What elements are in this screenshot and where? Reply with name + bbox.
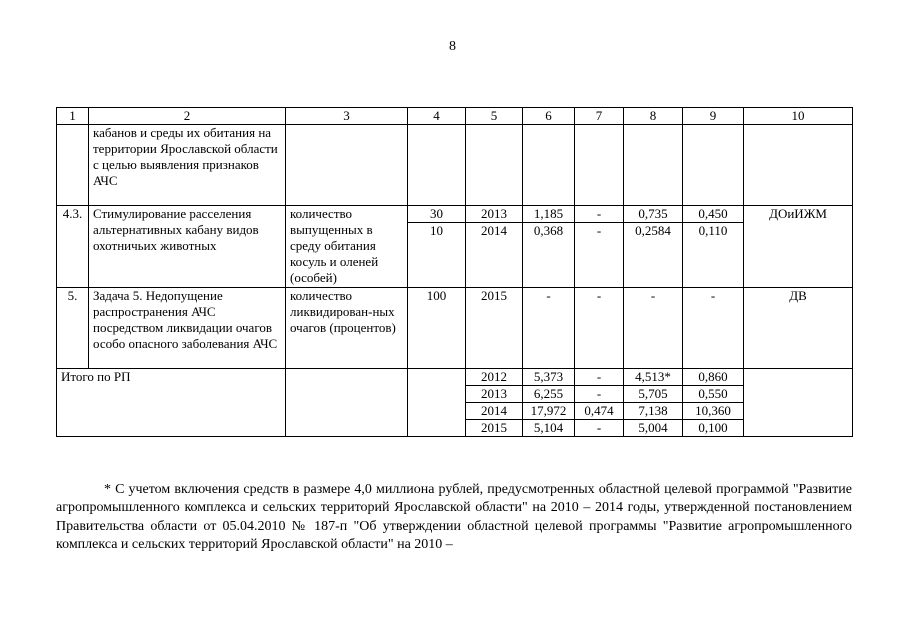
cell-c7: - <box>575 386 624 403</box>
cell-num: 4.3. <box>57 206 89 288</box>
cell-c8: 5,004 <box>624 420 683 437</box>
cell-year: 2014 <box>466 403 523 420</box>
cell-c9: 0,550 <box>683 386 744 403</box>
footnote-text: * С учетом включения средств в размере 4,0 миллиона рублей, предусмотренных областной целевой программой "Развитие агропромышленного комплекса и сельских территорий Ярославской области" на 2010 – 2014 годы, утвержденной постановлением Правительства области от 05.04.2010 № 187-п "Об утверждении областной целевой программы "Развитие агропромышленного комплекса и сельских территорий Ярославской области" на 2010 – <box>56 482 852 553</box>
header-cell: 2 <box>89 108 286 125</box>
cell-year: 2014 <box>466 223 523 288</box>
cell-year: 2012 <box>466 369 523 386</box>
cell-executor <box>744 125 853 206</box>
footnote <box>56 481 852 555</box>
cell-num: 5. <box>57 288 89 369</box>
cell-c7: - <box>575 206 624 223</box>
cell-c8: 5,705 <box>624 386 683 403</box>
cell-c6: 6,255 <box>523 386 575 403</box>
cell-c9: 0,860 <box>683 369 744 386</box>
cell-target: 30 <box>408 206 466 223</box>
cell-c8: - <box>624 288 683 369</box>
cell-c6: 5,373 <box>523 369 575 386</box>
cell-year: 2015 <box>466 288 523 369</box>
cell-indicator <box>286 369 408 437</box>
header-cell: 10 <box>744 108 853 125</box>
cell-c6: 1,185 <box>523 206 575 223</box>
cell-desc: Стимулирование расселения альтернативных кабану видов охотничьих животных <box>89 206 286 288</box>
header-cell: 8 <box>624 108 683 125</box>
cell-c7: - <box>575 288 624 369</box>
header-cell: 3 <box>286 108 408 125</box>
page-number: 8 <box>449 39 456 54</box>
cell-c7: - <box>575 420 624 437</box>
cell-indicator <box>286 125 408 206</box>
cell-c7 <box>575 125 624 206</box>
cell-c6: - <box>523 288 575 369</box>
cell-executor: ДОиИЖМ <box>744 206 853 288</box>
cell-c8: 7,138 <box>624 403 683 420</box>
header-cell: 5 <box>466 108 523 125</box>
cell-c9: 0,100 <box>683 420 744 437</box>
cell-c7: 0,474 <box>575 403 624 420</box>
cell-c6: 0,368 <box>523 223 575 288</box>
cell-c8: 0,2584 <box>624 223 683 288</box>
program-table <box>56 107 853 437</box>
header-row <box>57 108 853 125</box>
cell-c7: - <box>575 369 624 386</box>
cell-c8: 4,513* <box>624 369 683 386</box>
cell-c9: 0,450 <box>683 206 744 223</box>
cell-c9: - <box>683 288 744 369</box>
cell-c6 <box>523 125 575 206</box>
cell-executor <box>744 369 853 437</box>
cell-year <box>466 125 523 206</box>
table-row-5 <box>57 288 853 369</box>
cell-c6: 17,972 <box>523 403 575 420</box>
header-cell: 6 <box>523 108 575 125</box>
cell-c9 <box>683 125 744 206</box>
header-cell: 4 <box>408 108 466 125</box>
table-row-4-3 <box>57 206 853 223</box>
cell-executor: ДВ <box>744 288 853 369</box>
totals-label: Итого по РП <box>57 369 286 437</box>
header-cell: 9 <box>683 108 744 125</box>
cell-target: 100 <box>408 288 466 369</box>
cell-target: 10 <box>408 223 466 288</box>
cell-year: 2013 <box>466 206 523 223</box>
cell-c9: 10,360 <box>683 403 744 420</box>
cell-c9: 0,110 <box>683 223 744 288</box>
totals-row-2012 <box>57 369 853 386</box>
header-cell: 1 <box>57 108 89 125</box>
cell-desc: кабанов и среды их обитания на территории Ярославской области с целью выявления признаков АЧС <box>89 125 286 206</box>
cell-desc: Задача 5. Недопущение распространения АЧС посредством ликвидации очагов особо опасного заболевания АЧС <box>89 288 286 369</box>
cell-c8 <box>624 125 683 206</box>
cell-indicator: количество ликвидирован-ных очагов (процентов) <box>286 288 408 369</box>
cell-c6: 5,104 <box>523 420 575 437</box>
cell-c7: - <box>575 223 624 288</box>
cell-num <box>57 125 89 206</box>
cell-year: 2015 <box>466 420 523 437</box>
header-cell: 7 <box>575 108 624 125</box>
cell-indicator: количество выпущенных в среду обитания косуль и оленей (особей) <box>286 206 408 288</box>
cell-c8: 0,735 <box>624 206 683 223</box>
cell-target <box>408 125 466 206</box>
cell-target <box>408 369 466 437</box>
table-row-continuation <box>57 125 853 206</box>
cell-year: 2013 <box>466 386 523 403</box>
